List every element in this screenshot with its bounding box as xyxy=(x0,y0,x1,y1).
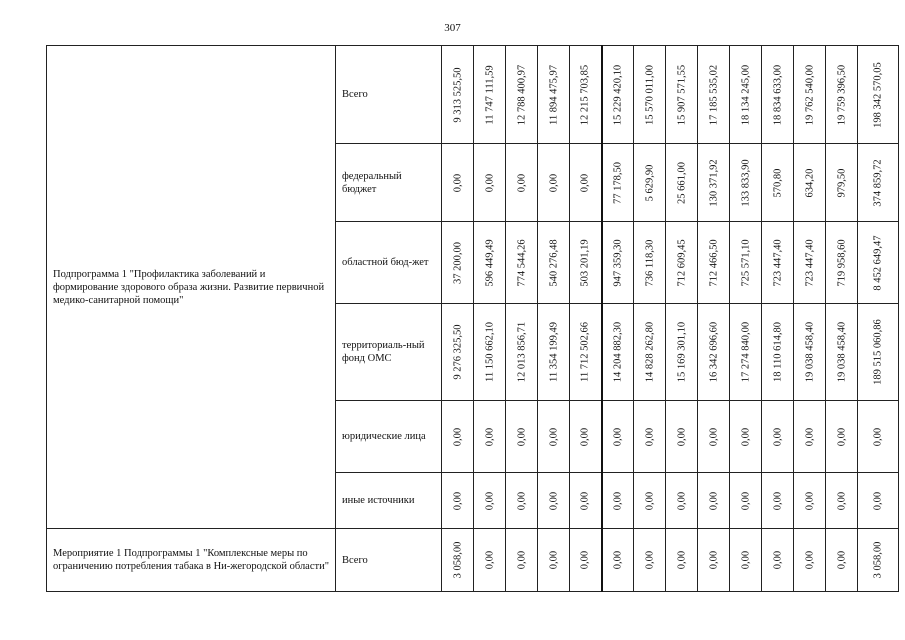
value-text: 37 200,00 xyxy=(452,241,463,284)
value-text: 189 515 060,86 xyxy=(872,319,884,385)
value-text: 0,00 xyxy=(676,427,687,446)
value-text: 719 958,60 xyxy=(836,238,847,287)
value-cell xyxy=(506,304,538,401)
value-text: 0,00 xyxy=(484,173,495,192)
value-cell xyxy=(538,222,570,304)
value-cell xyxy=(730,144,762,222)
value-text: 0,00 xyxy=(644,427,655,446)
value-cell xyxy=(730,401,762,473)
value-cell xyxy=(698,144,730,222)
value-text: 0,00 xyxy=(548,491,559,510)
value-cell xyxy=(826,529,858,592)
value-text: 947 359,30 xyxy=(612,238,624,287)
value-cell xyxy=(506,473,538,529)
value-text: 0,00 xyxy=(644,550,655,570)
value-cell xyxy=(858,222,899,304)
value-cell xyxy=(826,222,858,304)
value-text: 77 178,50 xyxy=(612,161,624,204)
value-text: 3 058,00 xyxy=(872,541,884,579)
value-cell xyxy=(762,222,794,304)
value-text: 0,00 xyxy=(516,427,527,446)
value-text: 0,00 xyxy=(548,173,559,192)
value-cell xyxy=(730,304,762,401)
value-text: 725 571,10 xyxy=(740,238,751,287)
value-cell xyxy=(762,46,794,144)
value-cell xyxy=(634,46,666,144)
value-cell xyxy=(634,529,666,592)
value-cell xyxy=(762,304,794,401)
value-text: 25 661,00 xyxy=(676,161,687,204)
value-cell xyxy=(730,222,762,304)
value-text: 596 449,49 xyxy=(484,238,495,287)
value-cell xyxy=(570,304,602,401)
value-text: 12 013 856,71 xyxy=(516,321,527,383)
value-text: 0,00 xyxy=(740,491,751,510)
value-cell xyxy=(698,529,730,592)
value-cell xyxy=(538,144,570,222)
value-cell xyxy=(698,473,730,529)
value-text: 0,00 xyxy=(836,550,847,570)
value-cell xyxy=(794,144,826,222)
value-text: 712 466,50 xyxy=(708,238,719,287)
funding-source-cell: территориаль-ный фонд ОМС xyxy=(336,304,442,401)
value-text: 0,00 xyxy=(579,491,591,510)
value-cell xyxy=(602,401,634,473)
value-text: 3 058,00 xyxy=(452,541,463,579)
value-cell xyxy=(698,304,730,401)
value-text: 736 118,30 xyxy=(644,239,655,286)
value-text: 540 276,48 xyxy=(548,238,559,287)
value-cell xyxy=(442,401,474,473)
value-text: 14 828 262,80 xyxy=(644,321,655,383)
value-cell xyxy=(506,529,538,592)
value-text: 634,20 xyxy=(804,168,815,197)
value-cell xyxy=(666,222,698,304)
value-cell xyxy=(602,529,634,592)
value-text: 0,00 xyxy=(872,491,884,510)
value-text: 0,00 xyxy=(612,550,624,570)
value-cell xyxy=(858,304,899,401)
value-cell xyxy=(634,401,666,473)
value-text: 15 907 571,55 xyxy=(676,64,687,125)
value-text: 0,00 xyxy=(644,491,655,510)
value-text: 570,80 xyxy=(772,168,783,197)
value-cell xyxy=(794,473,826,529)
value-cell xyxy=(730,529,762,592)
value-text: 8 452 649,47 xyxy=(872,234,884,291)
value-cell xyxy=(858,529,899,592)
funding-source-cell: иные источники xyxy=(336,473,442,529)
value-cell xyxy=(858,144,899,222)
value-text: 723 447,40 xyxy=(804,238,815,287)
value-text: 0,00 xyxy=(772,427,783,446)
value-cell xyxy=(698,401,730,473)
value-text: 0,00 xyxy=(676,491,687,510)
value-text: 503 201,19 xyxy=(579,238,591,287)
value-cell xyxy=(538,46,570,144)
value-text: 0,00 xyxy=(548,550,559,570)
value-cell xyxy=(634,222,666,304)
value-text: 0,00 xyxy=(836,491,847,510)
program-name-cell: Подпрограмма 1 "Профилактика заболеваний и формирование здорового образа жизни. Развитие первичной медико-санитарной помощи" xyxy=(47,46,336,529)
funding-source-cell: Всего xyxy=(336,46,442,144)
value-text: 17 274 840,00 xyxy=(740,321,751,383)
value-cell xyxy=(474,529,506,592)
value-text: 11 712 502,66 xyxy=(579,322,591,382)
value-text: 979,50 xyxy=(836,168,847,197)
value-cell xyxy=(570,46,602,144)
value-text: 0,00 xyxy=(740,550,751,570)
value-cell xyxy=(826,304,858,401)
value-text: 9 276 325,50 xyxy=(452,324,463,380)
value-cell xyxy=(634,304,666,401)
value-cell xyxy=(666,401,698,473)
value-cell xyxy=(442,529,474,592)
value-text: 0,00 xyxy=(872,427,884,446)
value-text: 198 342 570,05 xyxy=(872,61,884,128)
value-cell xyxy=(570,529,602,592)
value-cell xyxy=(666,529,698,592)
value-cell xyxy=(634,144,666,222)
funding-source-cell: юридические лица xyxy=(336,401,442,473)
value-text: 18 834 633,00 xyxy=(772,64,783,125)
value-text: 0,00 xyxy=(804,550,815,570)
value-text: 0,00 xyxy=(579,173,591,192)
value-text: 0,00 xyxy=(676,550,687,570)
value-cell xyxy=(506,222,538,304)
value-cell xyxy=(602,46,634,144)
value-cell xyxy=(474,304,506,401)
value-cell xyxy=(506,144,538,222)
value-text: 17 185 535,02 xyxy=(708,64,719,125)
value-text: 0,00 xyxy=(452,173,463,192)
value-text: 11 894 475,97 xyxy=(548,64,559,125)
value-text: 0,00 xyxy=(836,427,847,446)
value-text: 11 354 199,49 xyxy=(548,322,559,382)
value-cell xyxy=(666,144,698,222)
value-text: 0,00 xyxy=(452,491,463,510)
value-cell xyxy=(570,473,602,529)
value-cell xyxy=(570,222,602,304)
value-cell xyxy=(570,401,602,473)
value-text: 0,00 xyxy=(740,427,751,446)
value-text: 19 762 540,00 xyxy=(804,64,815,125)
value-text: 12 788 400,97 xyxy=(516,64,527,125)
value-text: 0,00 xyxy=(484,491,495,510)
value-text: 0,00 xyxy=(612,427,624,446)
value-cell xyxy=(858,473,899,529)
value-text: 130 371,92 xyxy=(708,158,719,207)
value-text: 0,00 xyxy=(516,173,527,192)
value-cell xyxy=(442,304,474,401)
value-cell xyxy=(506,46,538,144)
value-cell xyxy=(730,473,762,529)
funding-source-cell: федеральный бюджет xyxy=(336,144,442,222)
value-text: 9 313 525,50 xyxy=(452,66,463,123)
value-cell xyxy=(698,222,730,304)
value-cell xyxy=(762,401,794,473)
value-text: 0,00 xyxy=(708,427,719,446)
value-text: 0,00 xyxy=(708,550,719,570)
value-cell xyxy=(602,304,634,401)
value-cell xyxy=(794,46,826,144)
value-text: 0,00 xyxy=(516,550,527,570)
value-text: 774 544,26 xyxy=(516,238,527,287)
value-cell xyxy=(474,46,506,144)
value-cell xyxy=(698,46,730,144)
value-text: 0,00 xyxy=(708,491,719,510)
value-cell xyxy=(794,529,826,592)
value-cell xyxy=(474,144,506,222)
value-cell xyxy=(602,222,634,304)
value-text: 0,00 xyxy=(516,491,527,510)
value-cell xyxy=(826,46,858,144)
table-row xyxy=(47,529,899,592)
value-cell xyxy=(442,222,474,304)
value-text: 0,00 xyxy=(548,427,559,446)
value-cell xyxy=(474,401,506,473)
value-cell xyxy=(762,473,794,529)
value-text: 0,00 xyxy=(484,550,495,570)
value-cell xyxy=(858,401,899,473)
value-text: 0,00 xyxy=(579,427,591,446)
value-text: 0,00 xyxy=(804,427,815,446)
value-text: 723 447,40 xyxy=(772,238,783,287)
value-text: 133 833,90 xyxy=(740,158,751,207)
value-cell xyxy=(506,401,538,473)
value-text: 14 204 882,30 xyxy=(612,321,624,383)
value-text: 19 038 458,40 xyxy=(804,321,815,383)
value-cell xyxy=(730,46,762,144)
table-row xyxy=(47,46,899,144)
value-text: 0,00 xyxy=(804,491,815,510)
value-text: 0,00 xyxy=(484,427,495,446)
value-text: 5 629,90 xyxy=(644,164,655,201)
value-text: 0,00 xyxy=(772,491,783,510)
value-cell xyxy=(762,144,794,222)
value-cell xyxy=(442,144,474,222)
funding-source-cell: областной бюд-жет xyxy=(336,222,442,304)
value-text: 0,00 xyxy=(452,427,463,446)
value-text: 374 859,72 xyxy=(872,158,884,207)
value-cell xyxy=(538,304,570,401)
value-text: 0,00 xyxy=(579,550,591,570)
value-cell xyxy=(794,304,826,401)
value-text: 11 150 662,10 xyxy=(484,322,495,382)
value-text: 18 110 614,80 xyxy=(772,322,783,382)
value-cell xyxy=(442,473,474,529)
value-cell xyxy=(826,473,858,529)
value-cell xyxy=(538,473,570,529)
value-cell xyxy=(474,473,506,529)
funding-source-cell: Всего xyxy=(336,529,442,592)
value-text: 0,00 xyxy=(612,491,624,510)
value-cell xyxy=(826,144,858,222)
value-cell xyxy=(570,144,602,222)
value-cell xyxy=(666,473,698,529)
value-text: 712 609,45 xyxy=(676,238,687,287)
budget-table xyxy=(46,45,899,592)
value-cell xyxy=(538,401,570,473)
value-text: 16 342 696,60 xyxy=(708,321,719,383)
value-cell xyxy=(666,304,698,401)
value-cell xyxy=(762,529,794,592)
value-cell xyxy=(538,529,570,592)
value-text: 11 747 111,59 xyxy=(484,64,495,125)
value-text: 19 759 396,50 xyxy=(836,64,847,125)
value-text: 15 169 301,10 xyxy=(676,321,687,383)
value-text: 19 038 458,40 xyxy=(836,321,847,383)
value-text: 15 570 011,00 xyxy=(644,64,655,125)
value-cell xyxy=(826,401,858,473)
page-number: 307 xyxy=(444,22,461,34)
value-cell xyxy=(474,222,506,304)
value-cell xyxy=(666,46,698,144)
program-name-cell: Мероприятие 1 Подпрограммы 1 "Комплексные меры по ограничению потребления табака в Ни-жегородской области" xyxy=(47,529,336,592)
value-cell xyxy=(602,473,634,529)
value-text: 18 134 245,00 xyxy=(740,64,751,125)
value-text: 12 215 703,85 xyxy=(579,64,591,125)
value-cell xyxy=(634,473,666,529)
value-cell xyxy=(794,222,826,304)
value-cell xyxy=(858,46,899,144)
value-cell xyxy=(794,401,826,473)
value-text: 0,00 xyxy=(772,550,783,570)
value-cell xyxy=(442,46,474,144)
value-cell xyxy=(602,144,634,222)
value-text: 15 229 420,10 xyxy=(612,64,624,125)
